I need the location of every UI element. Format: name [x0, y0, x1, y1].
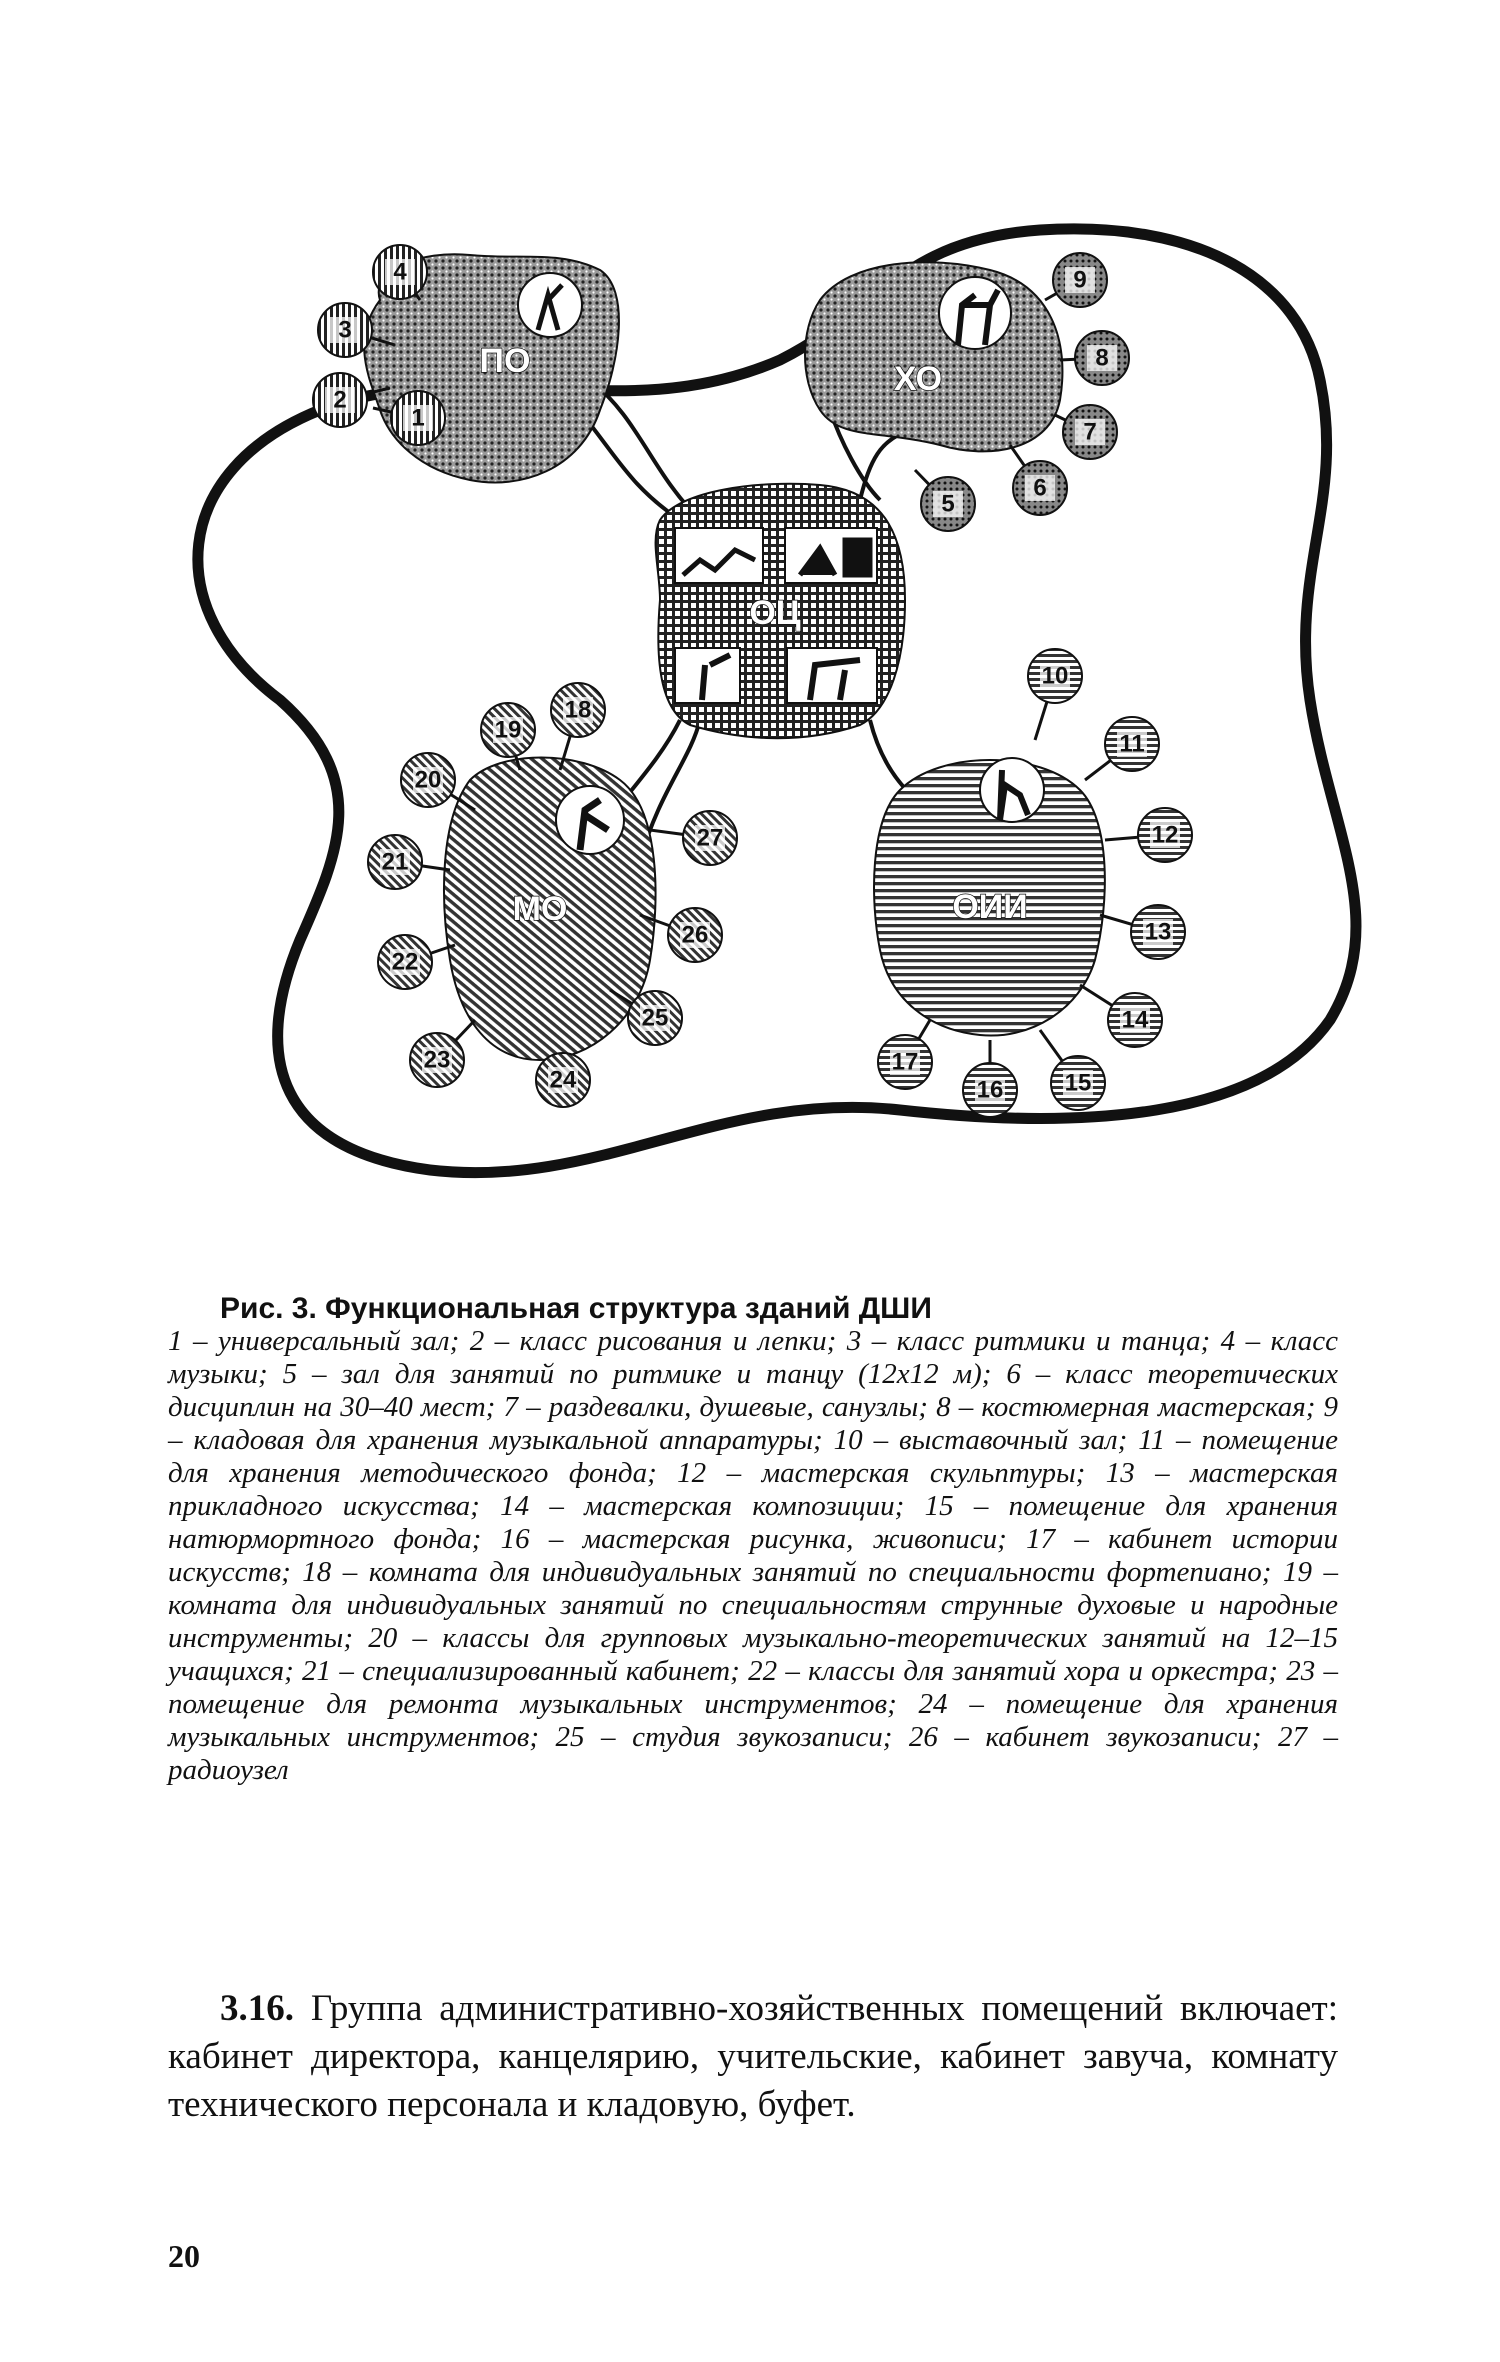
room-number: 23	[423, 1046, 451, 1074]
zone-mo-label: МО	[512, 890, 568, 928]
caption-body: 1 – универсальный зал; 2 – класс рисования и лепки; 3 – класс ритмики и танца; 4 – класс музыки; 5 – зал для занятий по ритмике и танцу (12х12 м); 6 – класс теоретических дисциплин на 30–40 мест; 7 – раздевалки, душевые, санузлы; 8 – костюмерная мастерская; 9 – кладовая для хранения музыкальной аппаратуры; 10 – выставочный зал; 11 – помещение для хранения методического фонда; 12 – мастерская скульптуры; 13 – мастерская прикладного искусства; 14 – мастерская композиции; 15 – помещение для хранения натюрмортного фонда; 16 – мастерская рисунка, живописи; 17 – кабинет истории искусств; 18 – комната для индивидуальных занятий по специальности фортепиано; 19 – комната для индивидуальных занятий по специальностям струнные духовые и народные инструменты; 20 – классы для групповых музыкально-теоретических занятий на 12–15 учащихся; 21 – специализированный кабинет; 22 – классы для занятий хора и оркестра; 23 – помещение для ремонта музыкальных инструментов; 24 – помещение для хранения музыкальных инструментов; 25 – студия звукозаписи; 26 – кабинет звукозаписи; 27 – радиоузел	[168, 1325, 1338, 1786]
section-paragraph	[168, 1985, 1338, 2129]
room-number: 20	[414, 766, 442, 794]
zone-oc-icon-4	[787, 648, 877, 703]
caption-title: Рис. 3. Функциональная структура зданий ДШИ	[220, 1292, 932, 1325]
room-number: 21	[381, 848, 409, 876]
room-number: 24	[549, 1066, 577, 1094]
room-number: 1	[411, 404, 425, 432]
zone-ho-icon	[939, 277, 1011, 349]
room-number: 8	[1095, 344, 1109, 372]
page-number: 20	[168, 2238, 200, 2274]
room-number: 12	[1151, 821, 1179, 849]
room-number: 6	[1033, 474, 1047, 502]
room-number: 22	[391, 948, 419, 976]
zone-ho-label: ХО	[893, 360, 943, 398]
room-number: 25	[641, 1004, 669, 1032]
room-number: 14	[1121, 1006, 1149, 1034]
room-number: 27	[696, 824, 724, 852]
room-number: 13	[1144, 918, 1172, 946]
room-number: 18	[564, 696, 592, 724]
room-number: 17	[891, 1048, 919, 1076]
room-number: 26	[681, 921, 709, 949]
section-number: 3.16.	[220, 1988, 294, 2029]
room-number: 10	[1041, 662, 1069, 690]
figure-caption	[168, 1292, 1338, 1787]
section-text: Группа административно-хозяйственных помещений включает: кабинет директора, канцелярию, учительские, кабинет завуча, комнату технического персонала и кладовую, буфет.	[168, 1988, 1339, 2125]
room-number: 11	[1119, 730, 1145, 758]
zone-ho-shape	[805, 262, 1062, 451]
room-number: 15	[1064, 1069, 1092, 1097]
room-number: 4	[393, 258, 407, 286]
room-number: 9	[1073, 266, 1087, 294]
room-number: 16	[976, 1076, 1004, 1104]
zone-oc-label: ОЦ	[749, 594, 801, 632]
room-number: 5	[941, 490, 955, 518]
room-number: 7	[1083, 418, 1097, 446]
room-number: 3	[338, 316, 352, 344]
room-number: 19	[494, 716, 522, 744]
zone-oii-label: ОИИ	[952, 888, 1028, 926]
room-number: 2	[333, 386, 347, 414]
zone-po-label: ПО	[479, 342, 531, 380]
